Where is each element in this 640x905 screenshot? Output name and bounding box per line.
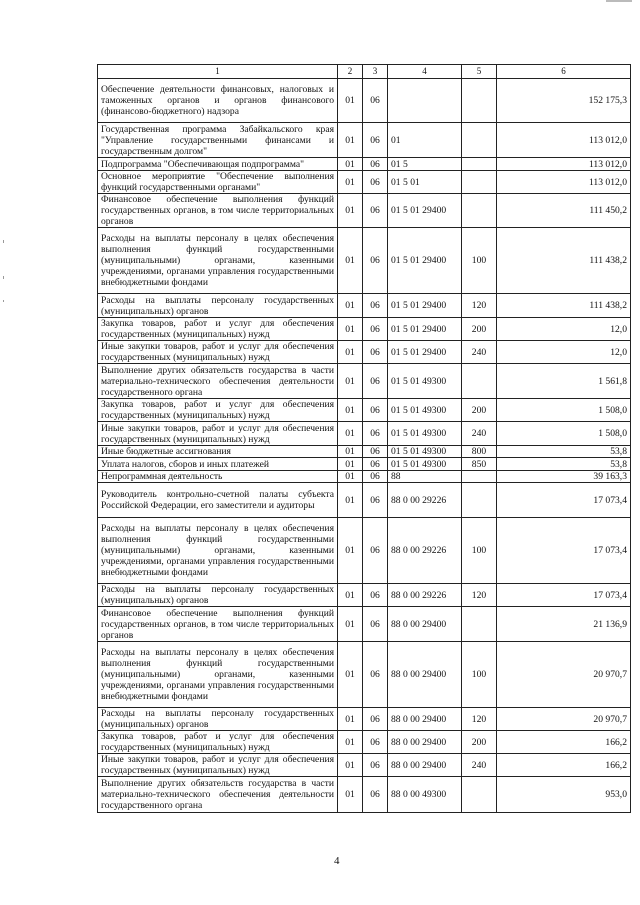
- section-code-cell: 01: [338, 79, 363, 123]
- amount-cell: 166,2: [497, 731, 631, 754]
- table-row: [98, 607, 631, 642]
- section-code-cell: 01: [338, 471, 363, 483]
- target-article-cell: 01 5 01 49300: [388, 422, 462, 446]
- target-article-cell: 88 0 00 29400: [388, 708, 462, 731]
- amount-cell: 1 508,0: [497, 399, 631, 422]
- target-article-cell: 88 0 00 29400: [388, 642, 462, 708]
- table-row: [98, 228, 631, 294]
- section-code-cell: 01: [338, 422, 363, 446]
- subsection-code-cell: 06: [363, 228, 388, 294]
- section-code-cell: 01: [338, 584, 363, 607]
- section-code-cell: 01: [338, 171, 363, 194]
- expense-type-cell: [462, 158, 497, 171]
- section-code-cell: 01: [338, 123, 363, 158]
- section-code-cell: 01: [338, 518, 363, 584]
- section-code-cell: 01: [338, 364, 363, 399]
- row-name-cell: Расходы на выплаты персоналу в целях обеспечения выполнения функций государственными (муниципальными) органами, казенными учреждениями, органами управления государственными внебюджетными фондами: [98, 228, 338, 294]
- section-code-cell: 01: [338, 446, 363, 458]
- table-row: [98, 422, 631, 446]
- column-header: 4: [388, 65, 462, 79]
- target-article-cell: 01 5 01 49300: [388, 446, 462, 458]
- expense-type-cell: 120: [462, 294, 497, 318]
- amount-cell: 12,0: [497, 318, 631, 341]
- row-name-cell: Государственная программа Забайкальского края "Управление государственными финансами и государственным долгом": [98, 123, 338, 158]
- row-name-cell: Расходы на выплаты персоналу государственных (муниципальных) органов: [98, 584, 338, 607]
- amount-cell: 53,8: [497, 458, 631, 471]
- target-article-cell: [388, 79, 462, 123]
- table-row: [98, 754, 631, 777]
- table-body: [98, 79, 631, 813]
- amount-cell: 113 012,0: [497, 171, 631, 194]
- table-row: [98, 318, 631, 341]
- amount-cell: 17 073,4: [497, 483, 631, 518]
- amount-cell: 39 163,3: [497, 471, 631, 483]
- amount-cell: 20 970,7: [497, 642, 631, 708]
- table-row: [98, 399, 631, 422]
- target-article-cell: 88 0 00 29226: [388, 584, 462, 607]
- column-header: 6: [497, 65, 631, 79]
- section-code-cell: 01: [338, 194, 363, 228]
- amount-cell: 111 438,2: [497, 294, 631, 318]
- scan-edge-mark: [3, 240, 4, 243]
- section-code-cell: 01: [338, 708, 363, 731]
- subsection-code-cell: 06: [363, 518, 388, 584]
- amount-cell: 111 450,2: [497, 194, 631, 228]
- expense-type-cell: 100: [462, 228, 497, 294]
- target-article-cell: 88 0 00 29400: [388, 754, 462, 777]
- expense-type-cell: [462, 483, 497, 518]
- table-row: [98, 584, 631, 607]
- target-article-cell: 01 5 01 29400: [388, 228, 462, 294]
- amount-cell: 17 073,4: [497, 584, 631, 607]
- section-code-cell: 01: [338, 483, 363, 518]
- table-row: [98, 777, 631, 813]
- target-article-cell: 01 5 01 29400: [388, 318, 462, 341]
- target-article-cell: 01 5: [388, 158, 462, 171]
- table-row: [98, 708, 631, 731]
- expense-type-cell: [462, 171, 497, 194]
- target-article-cell: 01 5 01 29400: [388, 194, 462, 228]
- section-code-cell: 01: [338, 458, 363, 471]
- target-article-cell: 01 5 01 29400: [388, 294, 462, 318]
- row-name-cell: Расходы на выплаты персоналу в целях обеспечения выполнения функций государственными (муниципальными) органами, казенными учреждениями, органами управления государственными внебюджетными фондами: [98, 518, 338, 584]
- amount-cell: 1 508,0: [497, 422, 631, 446]
- target-article-cell: 88 0 00 29226: [388, 483, 462, 518]
- subsection-code-cell: 06: [363, 171, 388, 194]
- table-row: [98, 79, 631, 123]
- row-name-cell: Непрограммная деятельность: [98, 471, 338, 483]
- row-name-cell: Расходы на выплаты персоналу государственных (муниципальных) органов: [98, 708, 338, 731]
- subsection-code-cell: 06: [363, 483, 388, 518]
- section-code-cell: 01: [338, 607, 363, 642]
- expense-type-cell: 240: [462, 422, 497, 446]
- subsection-code-cell: 06: [363, 123, 388, 158]
- row-name-cell: Расходы на выплаты персоналу государственных (муниципальных) органов: [98, 294, 338, 318]
- subsection-code-cell: 06: [363, 731, 388, 754]
- row-name-cell: Финансовое обеспечение выполнения функций государственных органов, в том числе территориальных органов: [98, 607, 338, 642]
- table-row: [98, 294, 631, 318]
- amount-cell: 111 438,2: [497, 228, 631, 294]
- target-article-cell: 01: [388, 123, 462, 158]
- target-article-cell: 01 5 01 49300: [388, 364, 462, 399]
- expense-type-cell: 850: [462, 458, 497, 471]
- row-name-cell: Основное мероприятие "Обеспечение выполнения функций государственными органами": [98, 171, 338, 194]
- target-article-cell: 01 5 01 49300: [388, 458, 462, 471]
- subsection-code-cell: 06: [363, 642, 388, 708]
- expense-type-cell: 120: [462, 584, 497, 607]
- amount-cell: 21 136,9: [497, 607, 631, 642]
- budget-table: [97, 64, 631, 813]
- expense-type-cell: [462, 471, 497, 483]
- header-row: [98, 65, 631, 79]
- amount-cell: 113 012,0: [497, 123, 631, 158]
- table-row: [98, 123, 631, 158]
- column-header: 1: [98, 65, 338, 79]
- expense-type-cell: [462, 607, 497, 642]
- table-row: [98, 341, 631, 364]
- page-number: 4: [334, 855, 340, 867]
- scan-edge-mark: [3, 276, 4, 279]
- amount-cell: 152 175,3: [497, 79, 631, 123]
- expense-type-cell: 800: [462, 446, 497, 458]
- expense-type-cell: 200: [462, 399, 497, 422]
- amount-cell: 113 012,0: [497, 158, 631, 171]
- subsection-code-cell: 06: [363, 754, 388, 777]
- column-header: 5: [462, 65, 497, 79]
- section-code-cell: 01: [338, 294, 363, 318]
- amount-cell: 166,2: [497, 754, 631, 777]
- expense-type-cell: 100: [462, 518, 497, 584]
- table-row: [98, 458, 631, 471]
- subsection-code-cell: 06: [363, 294, 388, 318]
- amount-cell: 12,0: [497, 341, 631, 364]
- section-code-cell: 01: [338, 731, 363, 754]
- expense-type-cell: 200: [462, 318, 497, 341]
- subsection-code-cell: 06: [363, 584, 388, 607]
- row-name-cell: Выполнение других обязательств государства в части материально-технического обеспечения деятельности государственного органа: [98, 364, 338, 399]
- section-code-cell: 01: [338, 399, 363, 422]
- subsection-code-cell: 06: [363, 607, 388, 642]
- table-row: [98, 194, 631, 228]
- subsection-code-cell: 06: [363, 708, 388, 731]
- expense-type-cell: [462, 777, 497, 813]
- row-name-cell: Иные закупки товаров, работ и услуг для обеспечения государственных (муниципальных) нужд: [98, 754, 338, 777]
- expense-type-cell: 240: [462, 341, 497, 364]
- row-name-cell: Выполнение других обязательств государства в части материально-технического обеспечения деятельности государственного органа: [98, 777, 338, 813]
- target-article-cell: 01 5 01 49300: [388, 399, 462, 422]
- subsection-code-cell: 06: [363, 458, 388, 471]
- subsection-code-cell: 06: [363, 364, 388, 399]
- table-row: [98, 471, 631, 483]
- row-name-cell: Закупка товаров, работ и услуг для обеспечения государственных (муниципальных) нужд: [98, 318, 338, 341]
- amount-cell: 1 561,8: [497, 364, 631, 399]
- row-name-cell: Иные закупки товаров, работ и услуг для обеспечения государственных (муниципальных) нужд: [98, 341, 338, 364]
- target-article-cell: 01 5 01: [388, 171, 462, 194]
- section-code-cell: 01: [338, 228, 363, 294]
- expense-type-cell: 120: [462, 708, 497, 731]
- expense-type-cell: [462, 123, 497, 158]
- subsection-code-cell: 06: [363, 399, 388, 422]
- table-row: [98, 171, 631, 194]
- row-name-cell: Закупка товаров, работ и услуг для обеспечения государственных (муниципальных) нужд: [98, 399, 338, 422]
- target-article-cell: 01 5 01 29400: [388, 341, 462, 364]
- row-name-cell: Расходы на выплаты персоналу в целях обеспечения выполнения функций государственными (муниципальными) органами, казенными учреждениями, органами управления государственными внебюджетными фондами: [98, 642, 338, 708]
- row-name-cell: Закупка товаров, работ и услуг для обеспечения государственных (муниципальных) нужд: [98, 731, 338, 754]
- table-row: [98, 364, 631, 399]
- section-code-cell: 01: [338, 341, 363, 364]
- column-header: 2: [338, 65, 363, 79]
- section-code-cell: 01: [338, 318, 363, 341]
- row-name-cell: Иные закупки товаров, работ и услуг для обеспечения государственных (муниципальных) нужд: [98, 422, 338, 446]
- target-article-cell: 88: [388, 471, 462, 483]
- target-article-cell: 88 0 00 29400: [388, 731, 462, 754]
- row-name-cell: Уплата налогов, сборов и иных платежей: [98, 458, 338, 471]
- table-row: [98, 642, 631, 708]
- column-header: 3: [363, 65, 388, 79]
- table-row: [98, 158, 631, 171]
- expense-type-cell: 100: [462, 642, 497, 708]
- row-name-cell: Подпрограмма "Обеспечивающая подпрограмма": [98, 158, 338, 171]
- subsection-code-cell: 06: [363, 79, 388, 123]
- section-code-cell: 01: [338, 158, 363, 171]
- target-article-cell: 88 0 00 49300: [388, 777, 462, 813]
- expense-type-cell: 240: [462, 754, 497, 777]
- table-row: [98, 518, 631, 584]
- row-name-cell: Иные бюджетные ассигнования: [98, 446, 338, 458]
- expense-type-cell: [462, 194, 497, 228]
- subsection-code-cell: 06: [363, 194, 388, 228]
- section-code-cell: 01: [338, 754, 363, 777]
- row-name-cell: Руководитель контрольно-счетной палаты субъекта Российской Федерации, его заместители и аудиторы: [98, 483, 338, 518]
- amount-cell: 20 970,7: [497, 708, 631, 731]
- row-name-cell: Финансовое обеспечение выполнения функций государственных органов, в том числе территориальных органов: [98, 194, 338, 228]
- subsection-code-cell: 06: [363, 158, 388, 171]
- subsection-code-cell: 06: [363, 341, 388, 364]
- subsection-code-cell: 06: [363, 318, 388, 341]
- subsection-code-cell: 06: [363, 777, 388, 813]
- target-article-cell: 88 0 00 29226: [388, 518, 462, 584]
- scan-edge-mark: [3, 300, 4, 302]
- subsection-code-cell: 06: [363, 446, 388, 458]
- target-article-cell: 88 0 00 29400: [388, 607, 462, 642]
- scan-corner-mark: [606, 0, 632, 2]
- amount-cell: 953,0: [497, 777, 631, 813]
- section-code-cell: 01: [338, 642, 363, 708]
- section-code-cell: 01: [338, 777, 363, 813]
- amount-cell: 17 073,4: [497, 518, 631, 584]
- table-row: [98, 483, 631, 518]
- amount-cell: 53,8: [497, 446, 631, 458]
- subsection-code-cell: 06: [363, 471, 388, 483]
- expense-type-cell: [462, 79, 497, 123]
- expense-type-cell: 200: [462, 731, 497, 754]
- expense-type-cell: [462, 364, 497, 399]
- table-row: [98, 731, 631, 754]
- subsection-code-cell: 06: [363, 422, 388, 446]
- row-name-cell: Обеспечение деятельности финансовых, налоговых и таможенных органов и органов финансового (финансово-бюджетного) надзора: [98, 79, 338, 123]
- table-row: [98, 446, 631, 458]
